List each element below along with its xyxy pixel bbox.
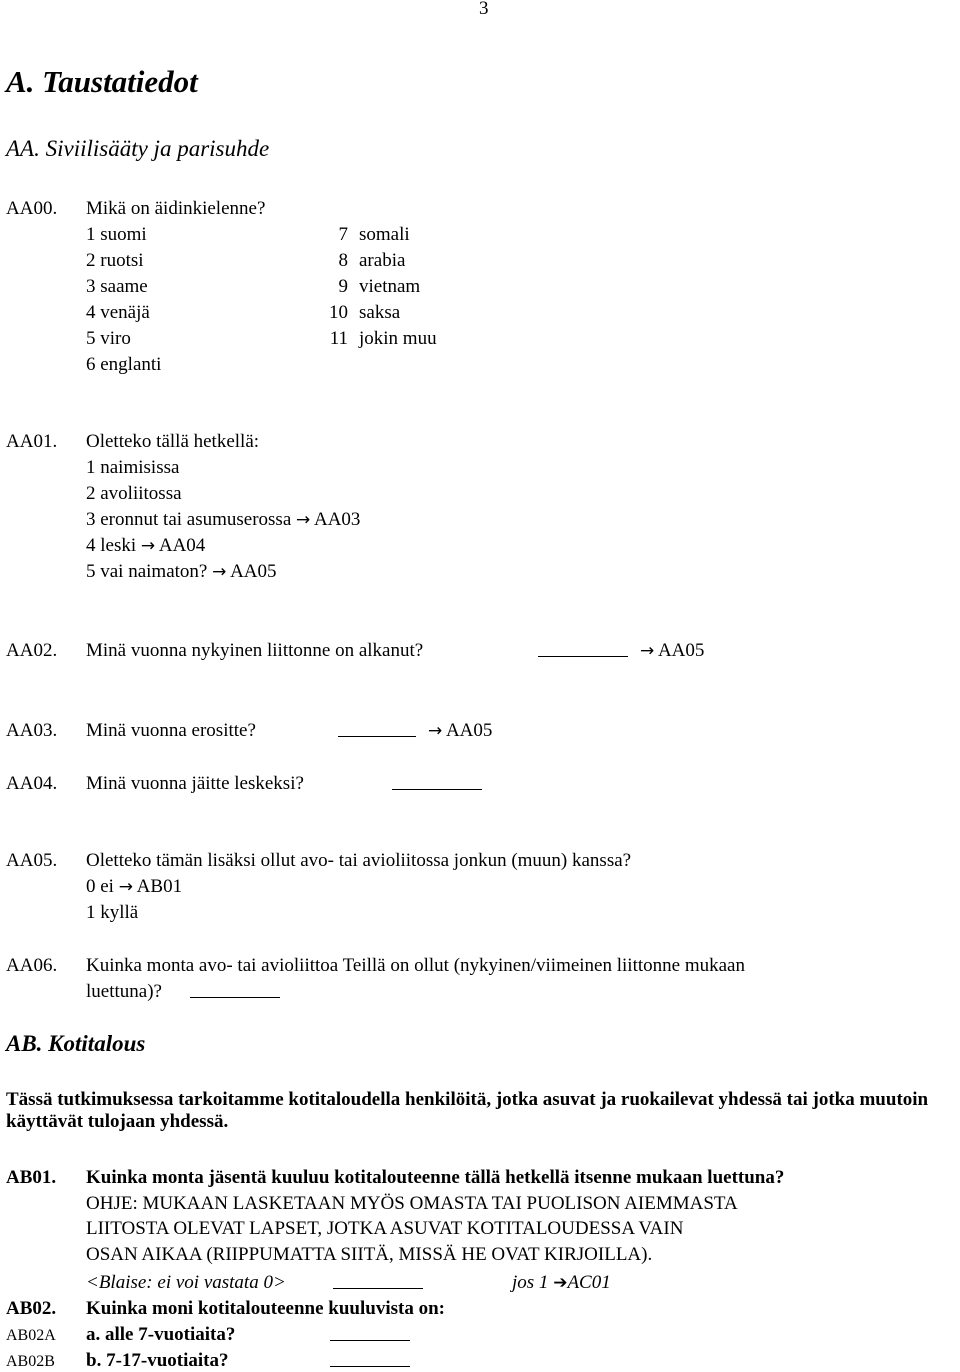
answer-option	[86, 535, 205, 557]
subsection-title: AA. Siviilisääty ja parisuhde	[6, 136, 270, 161]
question-aa03: Minä vuonna erositte?	[86, 720, 256, 741]
blaise-note: <Blaise: ei voi vastata 0>	[86, 1272, 286, 1293]
section-title-ab: AB. Kotitalous	[6, 1031, 146, 1056]
skip-target: AB01	[136, 876, 183, 897]
answer-option-number: 10	[329, 302, 348, 323]
instruction-line: OHJE: MUKAAN LASKETAAN MYÖS OMASTA TAI PUOLISON AIEMMASTA	[86, 1193, 738, 1214]
answer-option: 6 englanti	[86, 354, 162, 375]
question-code-ab01: AB01.	[6, 1167, 57, 1188]
question-ab02: Kuinka moni kotitalouteenne kuuluvista on:	[86, 1298, 445, 1319]
question-aa02: Minä vuonna nykyinen liittonne on alkanut?	[86, 640, 424, 661]
skip-condition: jos 1	[512, 1272, 549, 1293]
question-ab02b: b. 7-17-vuotiaita?	[86, 1350, 229, 1371]
answer-option: 3 saame	[86, 276, 148, 297]
answer-option-text: 3 eronnut tai asumuserossa	[86, 509, 292, 530]
answer-option-text: 4 leski	[86, 535, 137, 556]
answer-option-text: jokin muu	[359, 328, 437, 349]
answer-option: 1 suomi	[86, 224, 147, 245]
skip-target: AA05	[230, 561, 277, 582]
answer-option: 1 kyllä	[86, 902, 139, 923]
question-code-aa03: AA03.	[6, 720, 58, 741]
skip-instruction	[512, 1272, 611, 1294]
arrow-right-icon: →	[118, 877, 133, 897]
question-code-aa06: AA06.	[6, 955, 58, 976]
arrow-right-icon: ➔	[553, 1273, 568, 1293]
arrow-right-icon: →	[296, 510, 311, 530]
skip-target: AA03	[313, 509, 361, 530]
arrow-right-icon: →	[640, 641, 655, 661]
question-aa04: Minä vuonna jäitte leskeksi?	[86, 773, 304, 794]
intro-paragraph: Tässä tutkimuksessa tarkoitamme kotitaloudella henkilöitä, jotka asuvat ja ruokailevat yhdessä tai jotka muutoin käyttävät tulojaan yhdessä.	[6, 1089, 929, 1132]
skip-instruction	[428, 720, 492, 742]
answer-option-number: 7	[338, 224, 348, 245]
question-code-ab02a: AB02A	[6, 1327, 56, 1344]
answer-option-number: 8	[338, 250, 348, 271]
section-title: A. Taustatiedot	[6, 64, 198, 99]
question-ab02a: a. alle 7-vuotiaita?	[86, 1324, 236, 1345]
answer-option	[86, 509, 360, 531]
arrow-right-icon: →	[140, 536, 156, 556]
question-code-aa02: AA02.	[6, 640, 58, 661]
answer-option-text: 2 avoliitossa	[86, 483, 182, 504]
skip-target: AC01	[567, 1272, 611, 1293]
instruction-line: LIITOSTA OLEVAT LAPSET, JOTKA ASUVAT KOTITALOUDESSA VAIN	[86, 1218, 684, 1239]
question-aa06-line1: Kuinka monta avo- tai avioliittoa Teillä on ollut (nykyinen/viimeinen liittonne mukaan	[86, 955, 745, 976]
answer-option-number: 11	[329, 328, 348, 349]
question-code-aa01: AA01.	[6, 431, 58, 452]
answer-option	[86, 483, 182, 505]
answer-blank[interactable]	[330, 1324, 410, 1346]
answer-option	[86, 876, 182, 898]
question-aa01: Oletteko tällä hetkellä:	[86, 431, 260, 452]
answer-option	[86, 457, 179, 479]
question-aa00: Mikä on äidinkielenne?	[86, 198, 266, 219]
answer-option-text: vietnam	[359, 276, 421, 297]
answer-option-text: saksa	[359, 302, 401, 323]
question-aa06-line2: luettuna)?	[86, 981, 162, 1002]
answer-option-text: 0 ei	[86, 876, 114, 897]
answer-option	[86, 561, 277, 583]
answer-blank[interactable]	[333, 1272, 423, 1294]
question-code-aa04: AA04.	[6, 773, 58, 794]
answer-option-number: 9	[338, 276, 348, 297]
instruction-line: OSAN AIKAA (RIIPPUMATTA SIITÄ, MISSÄ HE OVAT KIRJOILLA).	[86, 1244, 653, 1265]
page-number: 3	[479, 0, 489, 19]
answer-option: 2 ruotsi	[86, 250, 144, 271]
question-ab01: Kuinka monta jäsentä kuuluu kotitalouteenne tällä hetkellä itsenne mukaan luettuna?	[86, 1167, 785, 1188]
question-aa05: Oletteko tämän lisäksi ollut avo- tai avioliitossa jonkun (muun) kanssa?	[86, 850, 632, 871]
skip-target: AA04	[158, 535, 206, 556]
answer-option-text: somali	[359, 224, 410, 245]
answer-blank[interactable]	[330, 1350, 410, 1372]
skip-target: AA05	[657, 640, 705, 661]
arrow-right-icon: →	[428, 721, 443, 741]
arrow-right-icon: →	[212, 562, 227, 582]
answer-option-text: arabia	[359, 250, 406, 271]
answer-blank[interactable]	[538, 640, 628, 662]
question-code-aa00: AA00.	[6, 198, 58, 219]
question-code-aa05: AA05.	[6, 850, 58, 871]
question-code-ab02: AB02.	[6, 1298, 57, 1319]
answer-option-text: 1 naimisissa	[86, 457, 180, 478]
answer-blank[interactable]	[392, 773, 482, 795]
answer-option-text: 5 vai naimaton?	[86, 561, 208, 582]
answer-option: 4 venäjä	[86, 302, 150, 323]
question-code-ab02b: AB02B	[6, 1353, 55, 1370]
answer-blank[interactable]	[190, 981, 280, 1003]
skip-target: AA05	[445, 720, 493, 741]
skip-instruction	[640, 640, 704, 662]
answer-option: 5 viro	[86, 328, 131, 349]
answer-blank[interactable]	[338, 720, 416, 742]
